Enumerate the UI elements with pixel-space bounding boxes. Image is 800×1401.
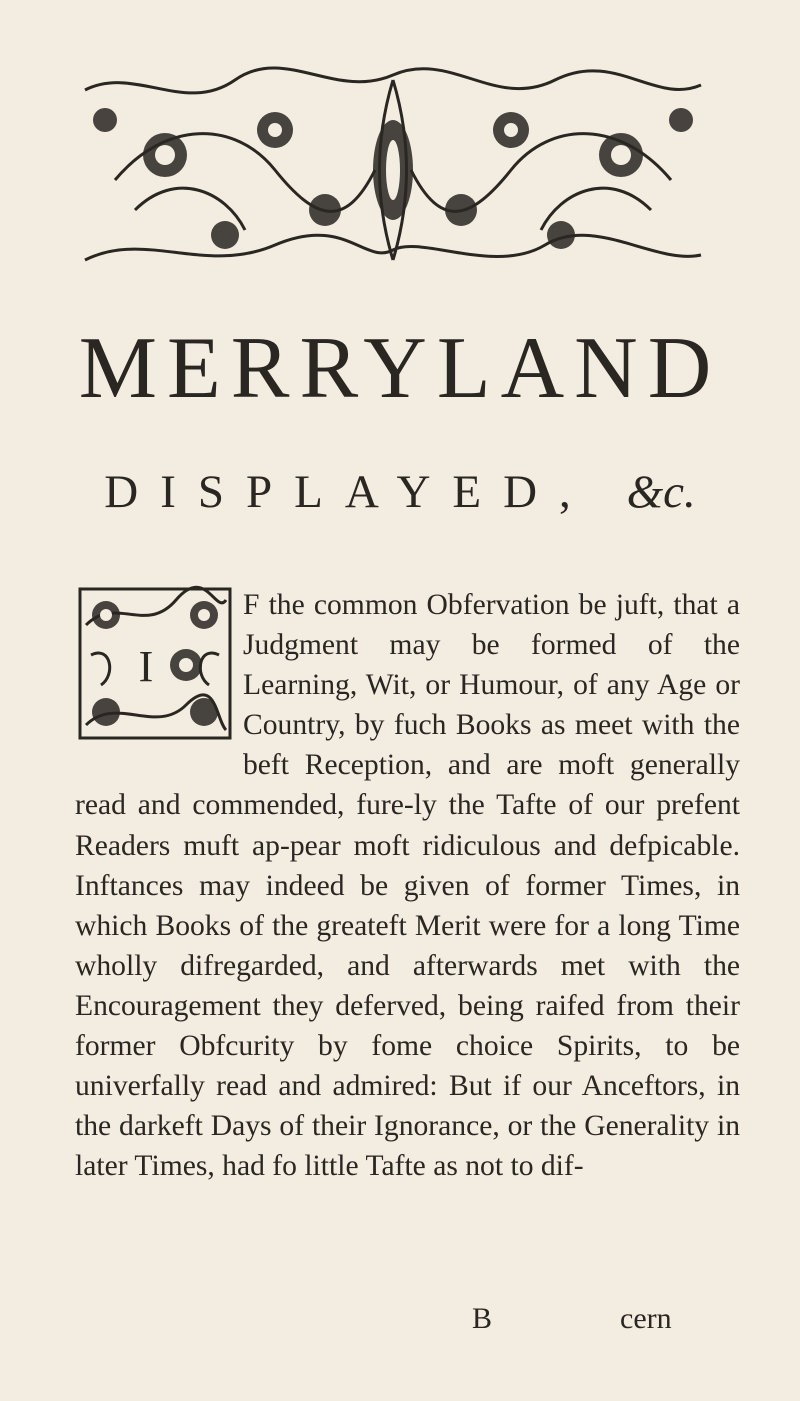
- subtitle-etc: &c.: [626, 466, 696, 518]
- signature-mark: B: [472, 1302, 493, 1335]
- floral-initial-icon: [76, 585, 234, 742]
- body-text: F the common Obfervation be juft, that a Judgment may be formed of the Learning, Wit, or Humour, of any Age or Country, by fuch Books as meet with the beft Reception, and are moft generally read and commended, fure-ly the Tafte of our prefent Readers muft ap-pear moft ridiculous and defpicable. Inftances may indeed be given of former Times, in which Books of the greateft Merit were for a long Time wholly difregarded, and afterwards met with the Encouragement they deferved, being raifed from their former Obfcurity by fome choice Spirits, to be univerfally read and admired: But if our Anceftors, in the darkeft Days of their Ignorance, or the Generality in later Times, had fo little Tafte as not to dif-: [75, 589, 740, 1183]
- page-title: MERRYLAND: [78, 320, 722, 417]
- page-subtitle: [0, 465, 800, 519]
- initial-letter: I: [138, 642, 154, 691]
- subtitle-text: DISPLAYED,: [104, 466, 593, 518]
- floral-headpiece-icon: [75, 60, 711, 286]
- catchword: cern: [620, 1302, 672, 1335]
